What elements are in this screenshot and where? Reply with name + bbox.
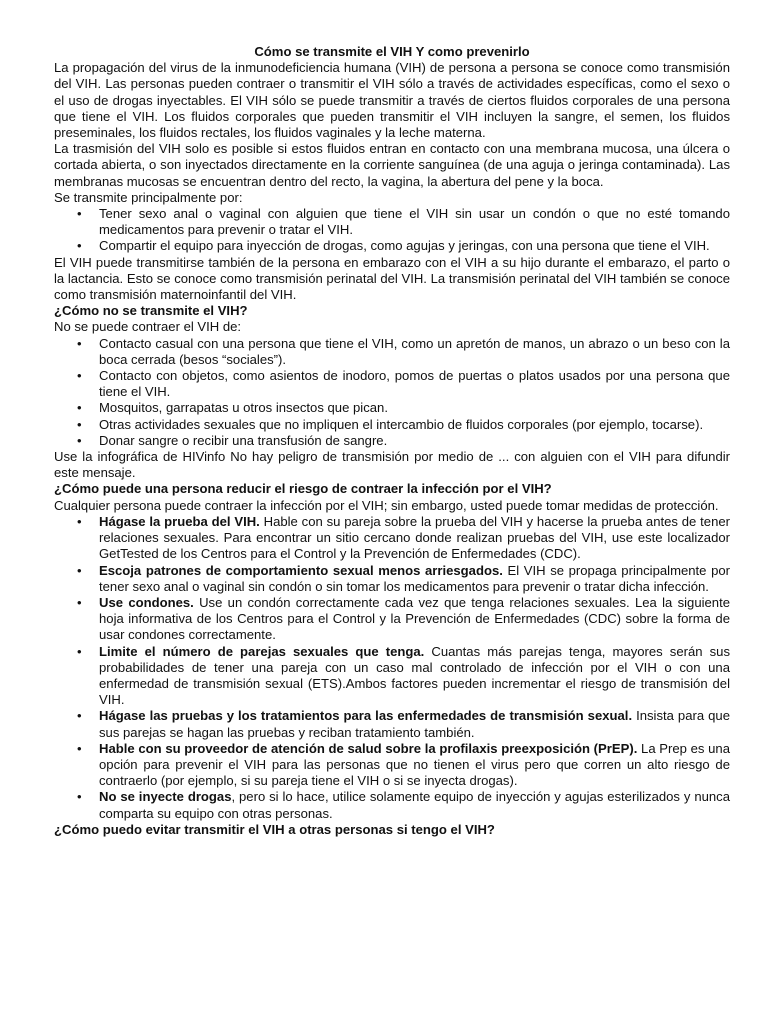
list-item-text: El VIH se propaga principalmente por tener sexo anal o vaginal sin condón o sin tomar los medicamentos para prevenir o tratar dicha infección. (99, 562, 730, 594)
no-transmit-intro: No se puede contraer el VIH de: (54, 319, 242, 335)
list-item (99, 741, 730, 790)
list-item-bold: Use condones. (99, 594, 194, 610)
list-item: • Donar sangre o recibir una transfusión de sangre. (99, 433, 730, 449)
list-item: • Otras actividades sexuales que no impliquen el intercambio de fluidos corporales (por ejemplo, tocarse). (99, 417, 730, 433)
list-item (99, 708, 730, 740)
intro-paragraph-1: La propagación del virus de la inmunodeficiencia humana (VIH) de persona a persona se conoce como transmisión del VIH. Las personas pueden contraer o transmitir el VIH sólo a través de actividades específicas, como el sexo o el uso de drogas inyectables. El VIH sólo se puede transmitir a través de ciertos fluidos corporales de una persona que tiene el VIH. Los fluidos corporales que pueden transmitir el VIH incluyen la sangre, el semen, los fluidos preseminales, los fluidos rectales, los fluidos vaginales y la leche materna. (54, 60, 730, 141)
list-item (99, 595, 730, 644)
list-item (99, 789, 730, 821)
list-item-bold: Limite el número de parejas sexuales que tenga. (99, 643, 425, 659)
list-item: • Compartir el equipo para inyección de drogas, como agujas y jeringas, con una persona que tiene el VIH. (99, 238, 730, 254)
list-item-text: Use un condón correctamente cada vez que tenga relaciones sexuales. Lea la siguiente hoja informativa de los Centros para el Control y la Prevención de Enfermedades (CDC) sobre la forma de usar condones correctamente. (99, 594, 730, 643)
heading-no-transmit: ¿Cómo no se transmite el VIH? (54, 303, 248, 319)
heading-avoid-transmitting: ¿Cómo puedo evitar transmitir el VIH a otras personas si tengo el VIH? (54, 821, 495, 837)
list-item-text: Cuantas más parejas tenga, mayores serán sus probabilidades de tener una pareja con un caso mal controlado de infección por el VIH o con una enfermedad de transmisión sexual (ETS).Ambos factores pueden incrementar el riesgo de transmisión del VIH. (99, 643, 730, 708)
list-item-bold: Escoja patrones de comportamiento sexual menos arriesgados. (99, 562, 503, 578)
transmission-list (54, 206, 730, 255)
list-item-text: La Prep es una opción para prevenir el VIH para las personas que no tienen el virus pero que corren un alto riesgo de contraerlo (por ejemplo, si su pareja tiene el VIH o si se inyecta drogas). (99, 740, 730, 789)
intro-paragraph-2: La trasmisión del VIH solo es posible si estos fluidos entran en contacto con una membrana mucosa, una úlcera o cortada abierta, o son inyectados directamente en la corriente sanguínea (de una aguja o jeringa contaminada). Las membranas mucosas se encuentran dentro del recto, la vagina, la abertura del pene y la boca. (54, 141, 730, 189)
perinatal-paragraph: El VIH puede transmitirse también de la persona en embarazo con el VIH a su hijo durante el embarazo, el parto o la lactancia. Esto se conoce como transmisión perinatal del VIH. La transmisión perinatal del VIH también se conoce como transmisión maternoinfantil del VIH. (54, 254, 730, 303)
reduce-risk-list (54, 514, 730, 822)
list-item (99, 514, 730, 563)
list-item (99, 563, 730, 595)
list-item-text: Insista para que sus parejas se hagan las pruebas y reciban tratamiento también. (99, 708, 730, 740)
list-item: • Contacto con objetos, como asientos de inodoro, pomos de puertas o platos usados por una persona que tiene el VIH. (99, 368, 730, 400)
list-item: • Contacto casual con una persona que tiene el VIH, como un apretón de manos, un abrazo o un beso con la boca cerrada (besos “sociales”). (99, 336, 730, 368)
list-item-bold: Hágase las pruebas y los tratamientos para las enfermedades de transmisión sexual. (99, 708, 633, 724)
intro-paragraph-3: Se transmite principalmente por: (54, 189, 243, 205)
list-item-bold: Hágase la prueba del VIH. (99, 513, 260, 529)
list-item-text: , pero si lo hace, utilice solamente equipo de inyección y agujas esterilizados y nunca comparta su equipo con otras personas. (99, 789, 730, 821)
reduce-intro: Cualquier persona puede contraer la infección por el VIH; sin embargo, usted puede tomar medidas de protección. (54, 497, 719, 513)
infographic-paragraph: Use la infográfica de HIVinfo No hay peligro de transmisión por medio de ... con alguien con el VIH para difundir este mensaje. (54, 449, 730, 481)
list-item: • Tener sexo anal o vaginal con alguien que tiene el VIH sin usar un condón o que no esté tomando medicamentos para prevenir o tratar el VIH. (99, 206, 730, 238)
no-transmit-list (54, 336, 730, 449)
list-item (99, 644, 730, 709)
list-item: • Mosquitos, garrapatas u otros insectos que pican. (99, 400, 730, 416)
list-item-bold: No se inyecte drogas (99, 789, 232, 805)
list-item-text: Hable con su pareja sobre la prueba del VIH y hacerse la prueba antes de tener relaciones sexuales. Para encontrar un sitio cercano donde realizan pruebas del VIH, use este localizador GetTested de los Centros para el Control y la Prevención de Enfermedades (CDC). (99, 513, 730, 562)
document-title: Cómo se transmite el VIH Y como prevenirlo (254, 44, 530, 59)
list-item-bold: Hable con su proveedor de atención de salud sobre la profilaxis preexposición (PrEP). (99, 740, 638, 756)
heading-reduce-risk: ¿Cómo puede una persona reducir el riesgo de contraer la infección por el VIH? (54, 481, 552, 497)
